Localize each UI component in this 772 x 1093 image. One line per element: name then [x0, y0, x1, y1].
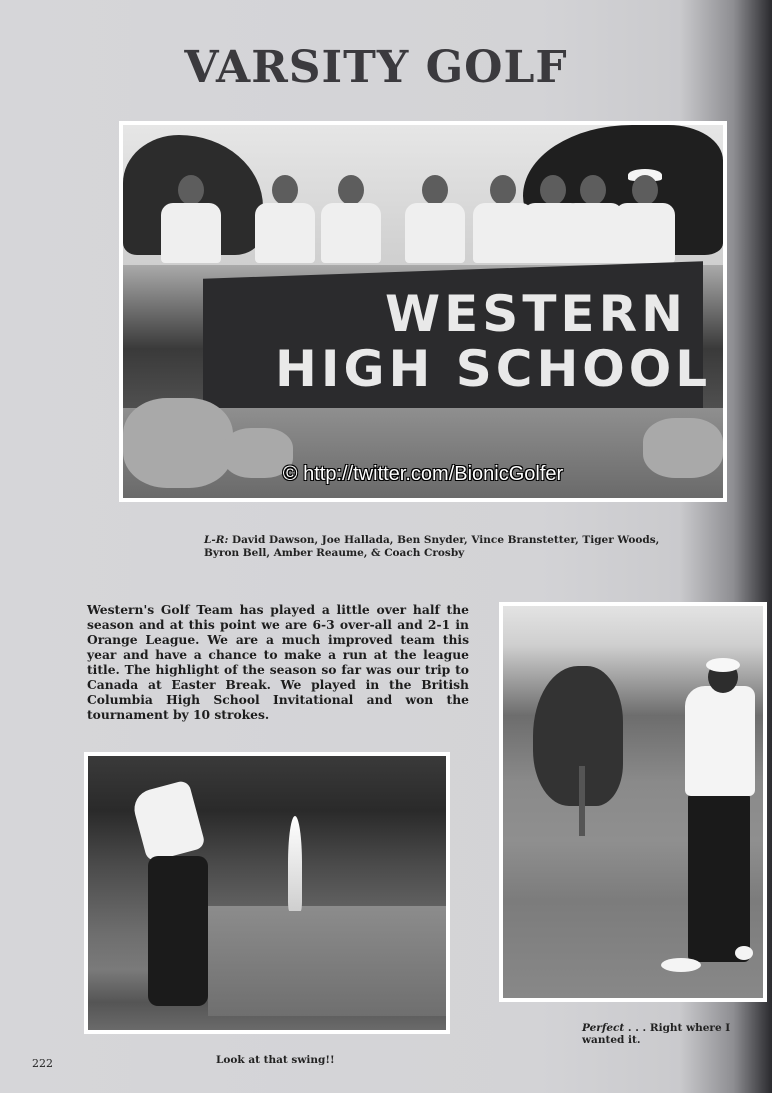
team-photo-image: [123, 125, 723, 498]
fountain: [288, 816, 302, 911]
page-number: 222: [32, 1057, 53, 1070]
tiger-photo-caption: [582, 1022, 762, 1046]
team-photo: [119, 121, 727, 502]
article-body: Western's Golf Team has played a little over half the season and at this point we are 6-3 over-all and 2-1 in Orange League. We are a much improved team this year and have a chance to make a run at the league title. The highlight of the season so far was our trip to Canada at Easter Break. We played in the British Columbia High School Invitational and won the tournament by 10 strokes.: [87, 602, 469, 722]
sign-text-line2: HIGH SCHOOL: [275, 340, 712, 398]
tree: [533, 666, 623, 806]
team-photo-caption: [204, 534, 674, 560]
team-member: [563, 175, 623, 275]
team-member: [255, 175, 315, 275]
team-member: [321, 175, 381, 275]
team-member: [161, 175, 221, 275]
caption-names: David Dawson, Joe Hallada, Ben Snyder, Vince Branstetter, Tiger Woods, Byron Bell, Amber Reaume, & Coach Crosby: [204, 534, 660, 559]
watermark: © http://twitter.com/BionicGolfer: [282, 463, 564, 485]
caption-prefix: L-R:: [204, 534, 229, 546]
pond: [208, 906, 446, 1016]
page-title: VARSITY GOLF: [184, 42, 568, 93]
golfer: [130, 779, 206, 862]
sign-text-line1: WESTERN: [385, 285, 687, 343]
golfer: [685, 686, 755, 796]
swing-photo-caption: Look at that swing!!: [216, 1054, 335, 1066]
team-member: [615, 175, 675, 275]
swing-photo-image: [88, 756, 446, 1030]
tiger-photo-image: [503, 606, 763, 998]
caption-emphasis: Perfect: [582, 1022, 625, 1034]
caption-rest: . . . Right where I wanted it.: [582, 1022, 731, 1046]
team-member: [405, 175, 465, 275]
tiger-photo: [499, 602, 767, 1002]
swing-photo: [84, 752, 450, 1034]
